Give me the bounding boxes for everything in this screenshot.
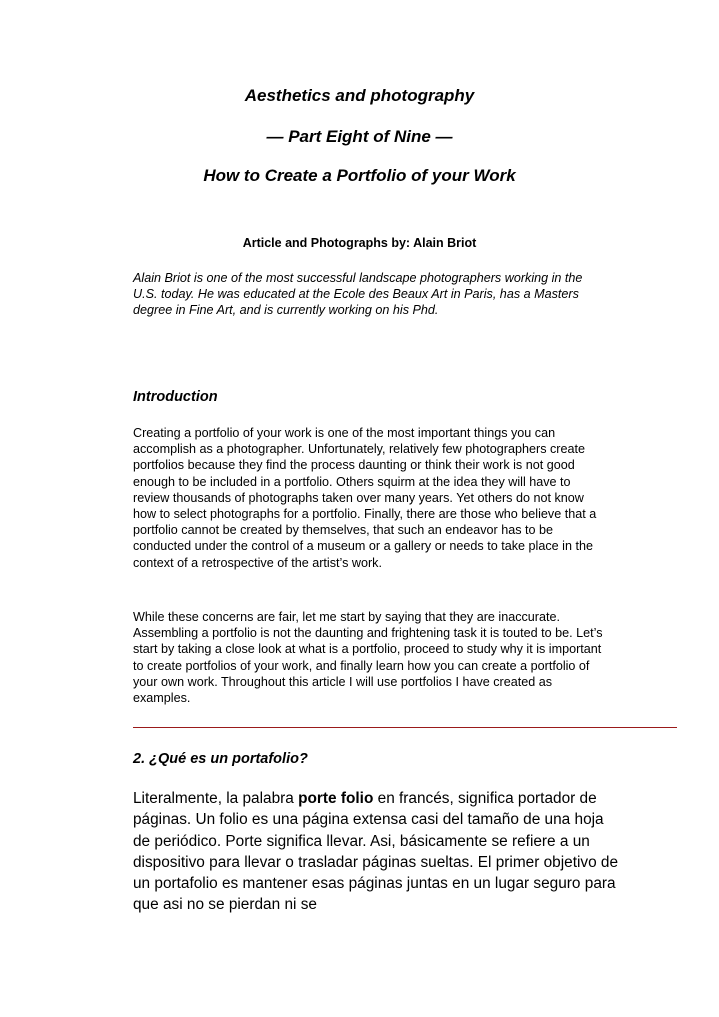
introduction-paragraph-2: While these concerns are fair, let me start by saying that they are inaccurate. Assembling a portfolio is not the daunting and frightening task it is touted to be. Let’s start by taking a close look at what is a portfolio, proceed to study why it is important to create portfolios of your work, and finally learn how you can create a portfolio of your own work. Throughout this article I will use portfolios I have created as examples. xyxy=(133,610,603,706)
section-2-text-before: Literalmente, la palabra xyxy=(133,790,299,807)
introduction-paragraph-1: Creating a portfolio of your work is one of the most important things you can accomplish as a photographer. Unfortunately, relatively few photographers create portfolios because they find the process daunting or think their work is not good enough to be included in a portfolio. Others squirm at the idea they will have to review thousands of photographs taken over many years. Yet others do not know how to select photographs for a portfolio. Finally, there are those who believe that a portfolio cannot be created by themselves, that such an endeavor has to be conducted under the control of a museum or a gallery or needs to take place in the context of a retrospective of the artist’s work. xyxy=(133,426,597,570)
section-2-heading: 2. ¿Qué es un portafolio? xyxy=(133,751,308,767)
introduction-heading: Introduction xyxy=(133,389,218,405)
section-2-paragraph xyxy=(133,788,623,916)
section-divider xyxy=(133,727,677,728)
section-2-bold-term: porte folio xyxy=(298,790,374,807)
article-title: Aesthetics and photography xyxy=(244,86,475,105)
author-bio: Alain Briot is one of the most successful landscape photographers working in the U.S. today. He was educated at the Ecole des Beaux Art in Paris, has a Masters degree in Fine Art, and is currently working on his Phd. xyxy=(133,271,583,318)
byline: Article and Photographs by: Alain Briot xyxy=(242,236,477,250)
section-2-text-after: en francés, significa portador de páginas. Un folio es una página extensa casi del tamaño de una hoja de periódico. Porte significa llevar. Asi, básicamente se refiere a un dispositivo para llevar o trasladar páginas sueltas. El primer objetivo de un portafolio es mantener esas páginas juntas en un lugar seguro para que asi no se pierdan ni se xyxy=(133,790,619,914)
article-subtitle: How to Create a Portfolio of your Work xyxy=(203,166,516,185)
article-part: — Part Eight of Nine — xyxy=(266,127,453,146)
